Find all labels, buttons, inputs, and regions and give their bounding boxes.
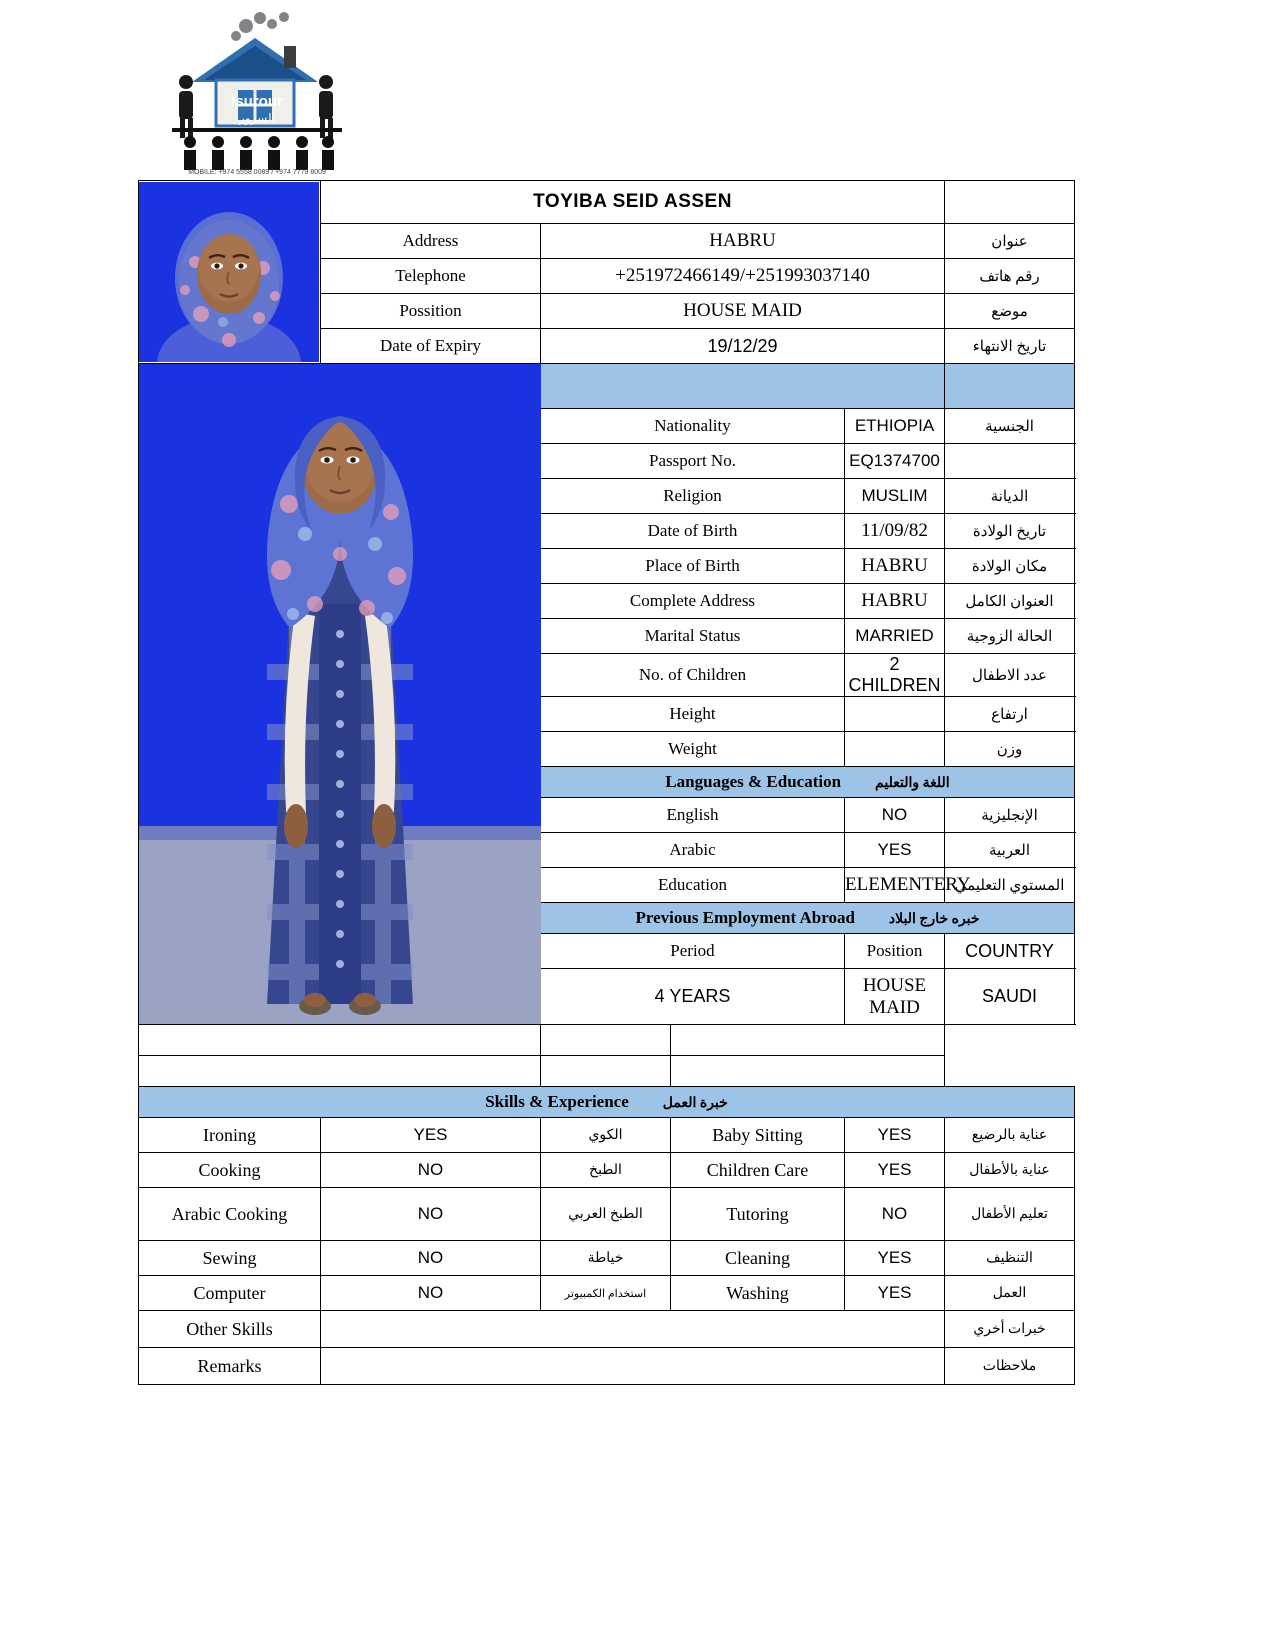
- skills-title-en: Skills & Experience: [485, 1092, 629, 1111]
- arabic-children-care: عناية بالأطفال: [945, 1153, 1075, 1188]
- label-tutoring: Tutoring: [671, 1188, 845, 1241]
- value-arabic-language: YES: [845, 833, 945, 868]
- skills-row-remarks: [139, 1348, 1075, 1385]
- label-address: Address: [321, 224, 541, 259]
- value-position: HOUSE MAID: [541, 294, 945, 329]
- arabic-english: الإنجليزية: [945, 798, 1075, 833]
- company-logo: [150, 10, 365, 175]
- skills-row-ironing: [139, 1118, 1075, 1153]
- value-cleaning: YES: [845, 1241, 945, 1276]
- applicant-photo-small-cell: [139, 181, 321, 364]
- value-religion: MUSLIM: [845, 479, 945, 514]
- value-arabic-cooking: NO: [321, 1188, 541, 1241]
- personal-section-spacer: [541, 364, 945, 409]
- arabic-washing: العمل: [945, 1276, 1075, 1311]
- label-weight: Weight: [541, 732, 845, 767]
- arabic-passport-no: [945, 444, 1075, 479]
- arabic-education: المستوي التعليمي: [945, 868, 1075, 903]
- arabic-religion: الديانة: [945, 479, 1075, 514]
- skills-section-header: [139, 1087, 1075, 1118]
- arabic-nationality: الجنسية: [945, 409, 1075, 444]
- value-washing: YES: [845, 1276, 945, 1311]
- arabic-other-skills: خبرات أخري: [945, 1311, 1075, 1348]
- value-remarks: [321, 1348, 945, 1385]
- label-religion: Religion: [541, 479, 845, 514]
- languages-title-en: Languages & Education: [665, 772, 842, 791]
- languages-title-ar: اللغة والتعليم: [875, 776, 950, 791]
- label-arabic-language: Arabic: [541, 833, 845, 868]
- skills-row-arabic-cooking: [139, 1188, 1075, 1241]
- employment-title-en: Previous Employment Abroad: [635, 908, 855, 927]
- arabic-date-of-expiry: تاريخ الانتهاء: [945, 329, 1075, 364]
- label-height: Height: [541, 697, 845, 732]
- logo-brand-text: Isurour: [231, 93, 283, 110]
- arabic-ironing: الكوي: [541, 1118, 671, 1153]
- value-period-1: 4 YEARS: [541, 969, 845, 1025]
- label-cooking: Cooking: [139, 1153, 321, 1188]
- label-no-of-children: No. of Children: [541, 654, 845, 697]
- arabic-remarks: ملاحظات: [945, 1348, 1075, 1385]
- arabic-marital-status: الحالة الزوجية: [945, 619, 1075, 654]
- value-period-3: [139, 1056, 541, 1087]
- value-ironing: YES: [321, 1118, 541, 1153]
- label-education: Education: [541, 868, 845, 903]
- label-position: Possition: [321, 294, 541, 329]
- logo-contact: MOBILE: +974 5558 0089 / +974 7779 8009: [188, 169, 326, 175]
- applicant-name: TOYIBA SEID ASSEN: [321, 181, 945, 224]
- label-washing: Washing: [671, 1276, 845, 1311]
- value-tutoring: NO: [845, 1188, 945, 1241]
- arabic-place-of-birth: مكان الولادة: [945, 549, 1075, 584]
- arabic-address: عنوان: [945, 224, 1075, 259]
- value-address: HABRU: [541, 224, 945, 259]
- value-country-2: [671, 1025, 945, 1056]
- arabic-date-of-birth: تاريخ الولادة: [945, 514, 1075, 549]
- value-country-1: SAUDI: [945, 969, 1075, 1025]
- label-cleaning: Cleaning: [671, 1241, 845, 1276]
- label-other-skills: Other Skills: [139, 1311, 321, 1348]
- value-children-care: YES: [845, 1153, 945, 1188]
- value-period-2: [139, 1025, 541, 1056]
- column-period: Period: [541, 934, 845, 969]
- skills-row-computer: [139, 1276, 1075, 1311]
- label-complete-address: Complete Address: [541, 584, 845, 619]
- personal-section-spacer-arabic: [945, 364, 1075, 409]
- label-ironing: Ironing: [139, 1118, 321, 1153]
- value-place-of-birth: HABRU: [845, 549, 945, 584]
- skills-row-other: [139, 1311, 1075, 1348]
- value-complete-address: HABRU: [845, 584, 945, 619]
- value-position-3: [541, 1056, 671, 1087]
- cv-table: [138, 180, 1075, 1385]
- label-baby-sitting: Baby Sitting: [671, 1118, 845, 1153]
- value-education: ELEMENTERY: [845, 868, 945, 903]
- employment-title-ar: خبره خارج البلاد: [888, 912, 980, 927]
- value-sewing: NO: [321, 1241, 541, 1276]
- value-computer: NO: [321, 1276, 541, 1311]
- arabic-computer: استخدام الكمبيوتر: [541, 1276, 671, 1311]
- label-computer: Computer: [139, 1276, 321, 1311]
- skills-title-ar: خبرة العمل: [662, 1096, 728, 1111]
- applicant-photo-large-cell: [139, 364, 541, 1025]
- value-date-of-birth: 11/09/82: [845, 514, 945, 549]
- value-cooking: NO: [321, 1153, 541, 1188]
- label-date-of-expiry: Date of Expiry: [321, 329, 541, 364]
- arabic-cleaning: التنظيف: [945, 1241, 1075, 1276]
- value-nationality: ETHIOPIA: [845, 409, 945, 444]
- label-nationality: Nationality: [541, 409, 845, 444]
- header-name-arabic-cell: [945, 181, 1075, 224]
- arabic-no-of-children: عدد الاطفال: [945, 654, 1075, 697]
- label-passport-no: Passport No.: [541, 444, 845, 479]
- label-english: English: [541, 798, 845, 833]
- label-children-care: Children Care: [671, 1153, 845, 1188]
- employment-row-2: [139, 1025, 1075, 1056]
- label-marital-status: Marital Status: [541, 619, 845, 654]
- skills-row-sewing: [139, 1241, 1075, 1276]
- label-remarks: Remarks: [139, 1348, 321, 1385]
- applicant-photo-small: [139, 182, 319, 362]
- arabic-cooking: الطبخ: [541, 1153, 671, 1188]
- arabic-sewing: خياطة: [541, 1241, 671, 1276]
- arabic-complete-address: العنوان الكامل: [945, 584, 1075, 619]
- label-arabic-cooking: Arabic Cooking: [139, 1188, 321, 1241]
- arabic-position: موضع: [945, 294, 1075, 329]
- arabic-telephone: رقم هاتف: [945, 259, 1075, 294]
- applicant-photo-large: [139, 364, 541, 1024]
- value-country-3: [671, 1056, 945, 1087]
- arabic-baby-sitting: عناية بالرضيع: [945, 1118, 1075, 1153]
- value-baby-sitting: YES: [845, 1118, 945, 1153]
- label-place-of-birth: Place of Birth: [541, 549, 845, 584]
- value-other-skills: [321, 1311, 945, 1348]
- label-sewing: Sewing: [139, 1241, 321, 1276]
- value-marital-status: MARRIED: [845, 619, 945, 654]
- arabic-tutoring: تعليم الأطفال: [945, 1188, 1075, 1241]
- arabic-arabic-language: العربية: [945, 833, 1075, 868]
- logo-brand-arabic: السرور: [239, 111, 275, 125]
- value-english: NO: [845, 798, 945, 833]
- arabic-weight: وزن: [945, 732, 1075, 767]
- value-no-of-children: 2 CHILDREN: [845, 654, 945, 697]
- label-date-of-birth: Date of Birth: [541, 514, 845, 549]
- value-date-of-expiry: 19/12/29: [541, 329, 945, 364]
- value-weight: [845, 732, 945, 767]
- value-position-2: [541, 1025, 671, 1056]
- arabic-height: ارتفاع: [945, 697, 1075, 732]
- column-country: COUNTRY: [945, 934, 1075, 969]
- arabic-arabic-cooking: الطبخ العربي: [541, 1188, 671, 1241]
- body-row: [139, 364, 1075, 409]
- header-name-row: [139, 181, 1075, 224]
- employment-row-3: [139, 1056, 1075, 1087]
- value-passport-no: EQ1374700: [845, 444, 945, 479]
- label-telephone: Telephone: [321, 259, 541, 294]
- value-telephone: +251972466149/+251993037140: [541, 259, 945, 294]
- skills-row-cooking: [139, 1153, 1075, 1188]
- value-position-1: HOUSE MAID: [845, 969, 945, 1025]
- column-position: Position: [845, 934, 945, 969]
- value-height: [845, 697, 945, 732]
